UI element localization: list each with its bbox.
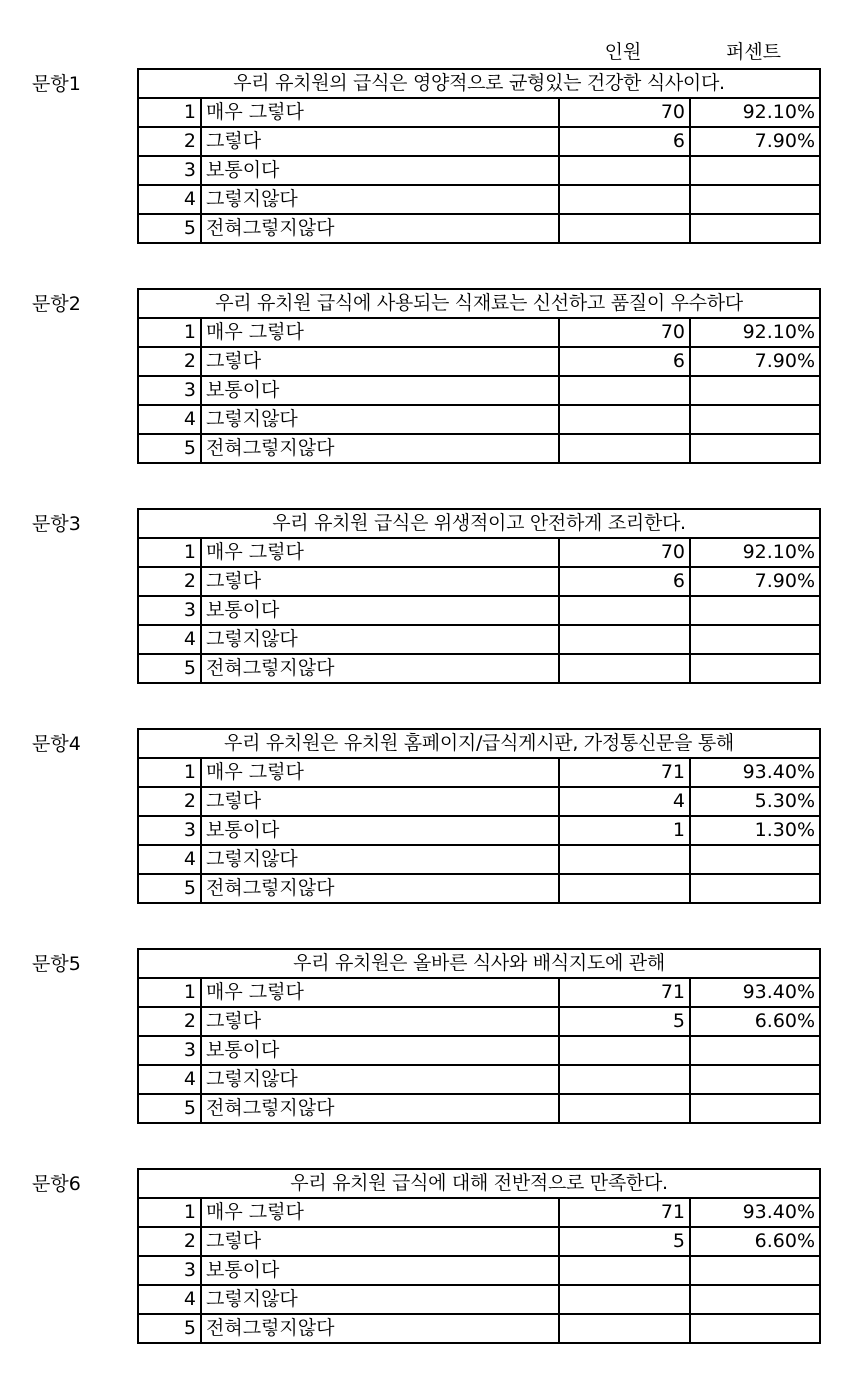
answer-count xyxy=(559,1256,690,1285)
table-row xyxy=(138,434,820,463)
answer-label: 그렇지않다 xyxy=(201,1065,559,1094)
answer-count: 71 xyxy=(559,978,690,1007)
answer-label: 그렇지않다 xyxy=(201,845,559,874)
answer-count xyxy=(559,874,690,903)
answer-percent xyxy=(690,1314,820,1343)
answer-label: 그렇지않다 xyxy=(201,185,559,214)
answer-label: 전혀그렇지않다 xyxy=(201,874,559,903)
answer-number: 2 xyxy=(138,127,201,156)
answer-number: 3 xyxy=(138,1256,201,1285)
table-row xyxy=(138,1198,820,1227)
answer-number: 4 xyxy=(138,845,201,874)
question-title: 우리 유치원은 올바른 식사와 배식지도에 관해 xyxy=(138,949,820,978)
question-title: 우리 유치원 급식은 위생적이고 안전하게 조리한다. xyxy=(138,509,820,538)
table-row xyxy=(138,1007,820,1036)
answer-number: 2 xyxy=(138,1007,201,1036)
answer-count xyxy=(559,1285,690,1314)
question-block-2 xyxy=(0,288,853,480)
answer-percent xyxy=(690,376,820,405)
question-block-3 xyxy=(0,508,853,700)
answer-count: 5 xyxy=(559,1007,690,1036)
table-row xyxy=(138,156,820,185)
answer-label: 그렇지않다 xyxy=(201,1285,559,1314)
answer-percent xyxy=(690,1036,820,1065)
answer-label: 보통이다 xyxy=(201,1036,559,1065)
question-title-row xyxy=(138,1169,820,1198)
header-count: 인원 xyxy=(604,41,642,63)
answer-number: 2 xyxy=(138,787,201,816)
table-row xyxy=(138,127,820,156)
answer-percent xyxy=(690,654,820,683)
answer-percent xyxy=(690,845,820,874)
answer-count xyxy=(559,1036,690,1065)
answer-percent xyxy=(690,1065,820,1094)
answer-percent xyxy=(690,405,820,434)
answer-count xyxy=(559,1314,690,1343)
answer-number: 3 xyxy=(138,376,201,405)
answer-number: 1 xyxy=(138,1198,201,1227)
answer-count: 4 xyxy=(559,787,690,816)
question-label: 문항3 xyxy=(32,513,81,535)
table-row xyxy=(138,625,820,654)
answer-number: 4 xyxy=(138,1065,201,1094)
answer-count xyxy=(559,156,690,185)
table-row xyxy=(138,405,820,434)
question-table xyxy=(137,1168,821,1344)
answer-count xyxy=(559,376,690,405)
answer-label: 그렇다 xyxy=(201,1007,559,1036)
answer-number: 5 xyxy=(138,1094,201,1123)
answer-count xyxy=(559,654,690,683)
answer-number: 2 xyxy=(138,567,201,596)
answer-label: 그렇지않다 xyxy=(201,405,559,434)
answer-number: 2 xyxy=(138,347,201,376)
answer-count xyxy=(559,1094,690,1123)
table-row xyxy=(138,538,820,567)
answer-count xyxy=(559,434,690,463)
answer-label: 보통이다 xyxy=(201,596,559,625)
answer-number: 1 xyxy=(138,538,201,567)
question-block-5 xyxy=(0,948,853,1140)
answer-label: 보통이다 xyxy=(201,816,559,845)
answer-percent: 93.40% xyxy=(690,1198,820,1227)
answer-label: 전혀그렇지않다 xyxy=(201,434,559,463)
answer-count: 70 xyxy=(559,98,690,127)
answer-number: 5 xyxy=(138,214,201,243)
answer-number: 3 xyxy=(138,156,201,185)
answer-count xyxy=(559,405,690,434)
answer-percent xyxy=(690,1285,820,1314)
answer-percent xyxy=(690,596,820,625)
question-title-row xyxy=(138,509,820,538)
table-row xyxy=(138,185,820,214)
table-row xyxy=(138,596,820,625)
answer-label: 매우 그렇다 xyxy=(201,318,559,347)
answer-percent xyxy=(690,434,820,463)
answer-count: 6 xyxy=(559,127,690,156)
answer-number: 5 xyxy=(138,654,201,683)
question-table xyxy=(137,68,821,244)
answer-count: 71 xyxy=(559,1198,690,1227)
table-row xyxy=(138,1036,820,1065)
answer-percent: 92.10% xyxy=(690,538,820,567)
table-row xyxy=(138,845,820,874)
answer-percent: 92.10% xyxy=(690,98,820,127)
table-row xyxy=(138,214,820,243)
answer-label: 보통이다 xyxy=(201,376,559,405)
answer-label: 전혀그렇지않다 xyxy=(201,1314,559,1343)
table-row xyxy=(138,347,820,376)
answer-number: 4 xyxy=(138,185,201,214)
answer-percent xyxy=(690,625,820,654)
question-block-6 xyxy=(0,1168,853,1360)
answer-number: 1 xyxy=(138,318,201,347)
answer-percent: 7.90% xyxy=(690,127,820,156)
answer-count xyxy=(559,596,690,625)
answer-label: 매우 그렇다 xyxy=(201,1198,559,1227)
answer-number: 1 xyxy=(138,758,201,787)
question-title: 우리 유치원은 유치원 홈페이지/급식게시판, 가정통신문을 통해 xyxy=(138,729,820,758)
table-row xyxy=(138,1227,820,1256)
answer-label: 보통이다 xyxy=(201,156,559,185)
answer-number: 2 xyxy=(138,1227,201,1256)
answer-count: 5 xyxy=(559,1227,690,1256)
answer-number: 1 xyxy=(138,978,201,1007)
question-title: 우리 유치원 급식에 사용되는 식재료는 신선하고 품질이 우수하다 xyxy=(138,289,820,318)
table-row xyxy=(138,376,820,405)
answer-percent: 1.30% xyxy=(690,816,820,845)
question-title-row xyxy=(138,949,820,978)
answer-number: 4 xyxy=(138,405,201,434)
table-row xyxy=(138,567,820,596)
question-label: 문항1 xyxy=(32,73,81,95)
answer-count: 71 xyxy=(559,758,690,787)
question-table xyxy=(137,728,821,904)
answer-label: 매우 그렇다 xyxy=(201,978,559,1007)
answer-percent: 6.60% xyxy=(690,1007,820,1036)
answer-label: 그렇지않다 xyxy=(201,625,559,654)
table-row xyxy=(138,1256,820,1285)
answer-number: 5 xyxy=(138,1314,201,1343)
question-block-4 xyxy=(0,728,853,920)
question-table xyxy=(137,508,821,684)
table-row xyxy=(138,874,820,903)
table-row xyxy=(138,98,820,127)
answer-count: 1 xyxy=(559,816,690,845)
question-title: 우리 유치원의 급식은 영양적으로 균형있는 건강한 식사이다. xyxy=(138,69,820,98)
answer-label: 전혀그렇지않다 xyxy=(201,654,559,683)
answer-percent: 92.10% xyxy=(690,318,820,347)
answer-label: 그렇다 xyxy=(201,567,559,596)
question-label: 문항4 xyxy=(32,733,81,755)
answer-label: 매우 그렇다 xyxy=(201,538,559,567)
answer-number: 1 xyxy=(138,98,201,127)
question-label: 문항6 xyxy=(32,1173,81,1195)
answer-count: 70 xyxy=(559,538,690,567)
answer-number: 4 xyxy=(138,625,201,654)
answer-number: 3 xyxy=(138,1036,201,1065)
answer-number: 5 xyxy=(138,434,201,463)
answer-number: 3 xyxy=(138,816,201,845)
header-percent: 퍼센트 xyxy=(725,41,782,63)
answer-label: 전혀그렇지않다 xyxy=(201,1094,559,1123)
table-row xyxy=(138,1285,820,1314)
table-row xyxy=(138,758,820,787)
table-row xyxy=(138,318,820,347)
answer-number: 3 xyxy=(138,596,201,625)
answer-count: 6 xyxy=(559,567,690,596)
answer-percent: 5.30% xyxy=(690,787,820,816)
answer-count xyxy=(559,1065,690,1094)
answer-percent: 7.90% xyxy=(690,347,820,376)
table-row xyxy=(138,816,820,845)
answer-label: 전혀그렇지않다 xyxy=(201,214,559,243)
answer-percent xyxy=(690,1256,820,1285)
question-label: 문항2 xyxy=(32,293,81,315)
answer-percent xyxy=(690,185,820,214)
answer-percent: 7.90% xyxy=(690,567,820,596)
answer-label: 그렇다 xyxy=(201,1227,559,1256)
answer-count xyxy=(559,625,690,654)
answer-label: 매우 그렇다 xyxy=(201,98,559,127)
question-table xyxy=(137,948,821,1124)
answer-label: 그렇다 xyxy=(201,787,559,816)
answer-percent: 93.40% xyxy=(690,758,820,787)
answer-count: 70 xyxy=(559,318,690,347)
table-row xyxy=(138,654,820,683)
answer-number: 4 xyxy=(138,1285,201,1314)
question-title-row xyxy=(138,289,820,318)
answer-percent: 93.40% xyxy=(690,978,820,1007)
answer-percent xyxy=(690,874,820,903)
answer-label: 그렇다 xyxy=(201,347,559,376)
table-row xyxy=(138,1094,820,1123)
answer-label: 매우 그렇다 xyxy=(201,758,559,787)
question-title-row xyxy=(138,729,820,758)
answer-label: 그렇다 xyxy=(201,127,559,156)
answer-count xyxy=(559,845,690,874)
question-label: 문항5 xyxy=(32,953,81,975)
answer-count xyxy=(559,185,690,214)
table-row xyxy=(138,978,820,1007)
table-row xyxy=(138,1314,820,1343)
answer-percent xyxy=(690,156,820,185)
table-row xyxy=(138,1065,820,1094)
answer-percent xyxy=(690,214,820,243)
question-title: 우리 유치원 급식에 대해 전반적으로 만족한다. xyxy=(138,1169,820,1198)
answer-count: 6 xyxy=(559,347,690,376)
answer-percent: 6.60% xyxy=(690,1227,820,1256)
question-title-row xyxy=(138,69,820,98)
question-block-1 xyxy=(0,68,853,260)
answer-label: 보통이다 xyxy=(201,1256,559,1285)
table-row xyxy=(138,787,820,816)
question-table xyxy=(137,288,821,464)
answer-number: 5 xyxy=(138,874,201,903)
answer-percent xyxy=(690,1094,820,1123)
answer-count xyxy=(559,214,690,243)
